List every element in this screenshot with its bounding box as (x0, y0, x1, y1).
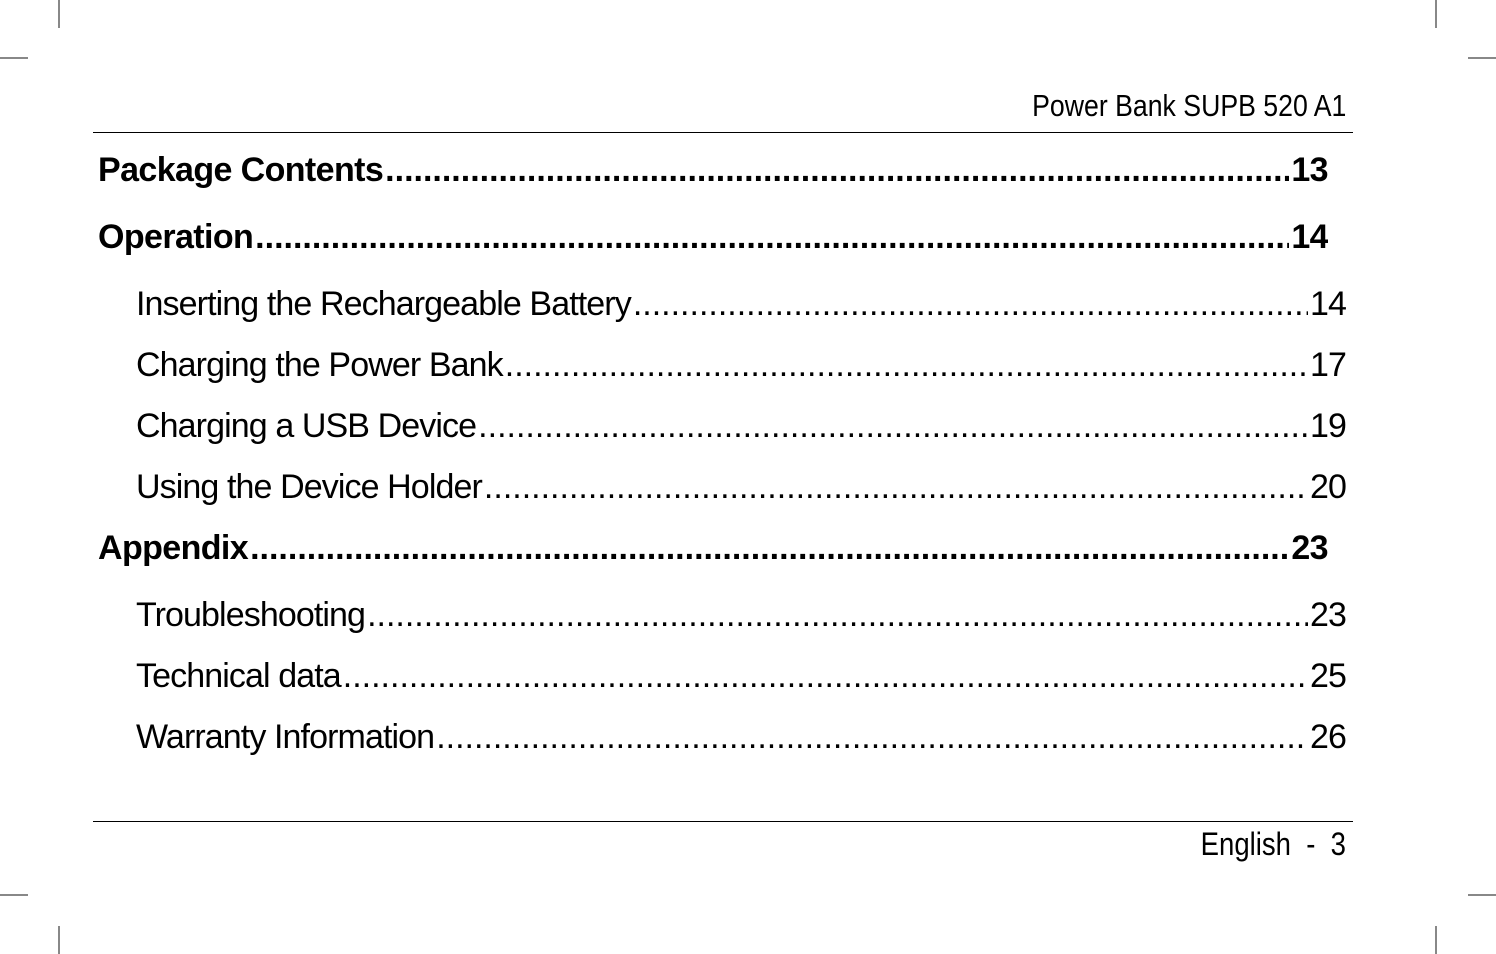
toc-leader-dots (633, 282, 1308, 326)
toc-leader-dots (255, 215, 1289, 259)
toc-entry-appendix[interactable] (98, 526, 1328, 570)
toc-entry-label: Operation (98, 218, 254, 256)
footer-rule (93, 821, 1353, 822)
crop-mark-bottom-right-horizontal (1468, 894, 1496, 896)
toc-leader-dots (484, 465, 1308, 509)
header-rule (93, 132, 1353, 133)
toc-entry-label: Charging a USB Device (136, 407, 477, 445)
crop-mark-top-left-vertical (58, 0, 60, 28)
toc-leader-dots (385, 148, 1289, 192)
toc-entry-label: Using the Device Holder (136, 468, 482, 506)
toc-entry-package-contents[interactable] (98, 148, 1328, 192)
toc-entry-charging-usb-device[interactable] (136, 404, 1346, 448)
toc-leader-dots (505, 343, 1308, 387)
header-product-title: Power Bank SUPB 520 A1 (1031, 88, 1346, 123)
toc-entry-page: 25 (1309, 657, 1346, 695)
toc-leader-dots (436, 715, 1308, 759)
toc-entry-label: Inserting the Rechargeable Battery (136, 285, 631, 323)
toc-leader-dots (250, 526, 1289, 570)
toc-entry-label: Warranty Information (136, 718, 435, 756)
toc-entry-page: 14 (1291, 218, 1328, 256)
toc-entry-label: Package Contents (98, 151, 384, 189)
toc-entry-page: 23 (1309, 596, 1346, 634)
toc-entry-label: Troubleshooting (136, 596, 366, 634)
crop-mark-top-left-horizontal (0, 57, 28, 59)
toc-leader-dots (478, 404, 1308, 448)
toc-entry-page: 20 (1309, 468, 1346, 506)
toc-entry-page: 14 (1309, 285, 1346, 323)
toc-entry-page: 13 (1291, 151, 1328, 189)
crop-mark-bottom-right-vertical (1435, 926, 1437, 954)
toc-entry-device-holder[interactable] (136, 465, 1346, 509)
toc-entry-charging-power-bank[interactable] (136, 343, 1346, 387)
crop-mark-bottom-left-vertical (58, 926, 60, 954)
toc-leader-dots (367, 593, 1308, 637)
toc-entry-inserting-battery[interactable] (136, 282, 1346, 326)
toc-leader-dots (343, 654, 1308, 698)
toc-entry-page: 19 (1309, 407, 1346, 445)
crop-mark-bottom-left-horizontal (0, 894, 28, 896)
toc-entry-technical-data[interactable] (136, 654, 1346, 698)
toc-entry-troubleshooting[interactable] (136, 593, 1346, 637)
footer-language-page-number: English - 3 (1200, 826, 1346, 862)
toc-entry-label: Charging the Power Bank (136, 346, 503, 384)
crop-mark-top-right-vertical (1435, 0, 1437, 28)
toc-entry-warranty-information[interactable] (136, 715, 1346, 759)
toc-entry-label: Appendix (98, 529, 249, 567)
toc-entry-label: Technical data (136, 657, 341, 695)
toc-entry-page: 23 (1291, 529, 1328, 567)
toc-entry-page: 26 (1309, 718, 1346, 756)
crop-mark-top-right-horizontal (1468, 57, 1496, 59)
toc-entry-page: 17 (1309, 346, 1346, 384)
toc-entry-operation[interactable] (98, 215, 1328, 259)
